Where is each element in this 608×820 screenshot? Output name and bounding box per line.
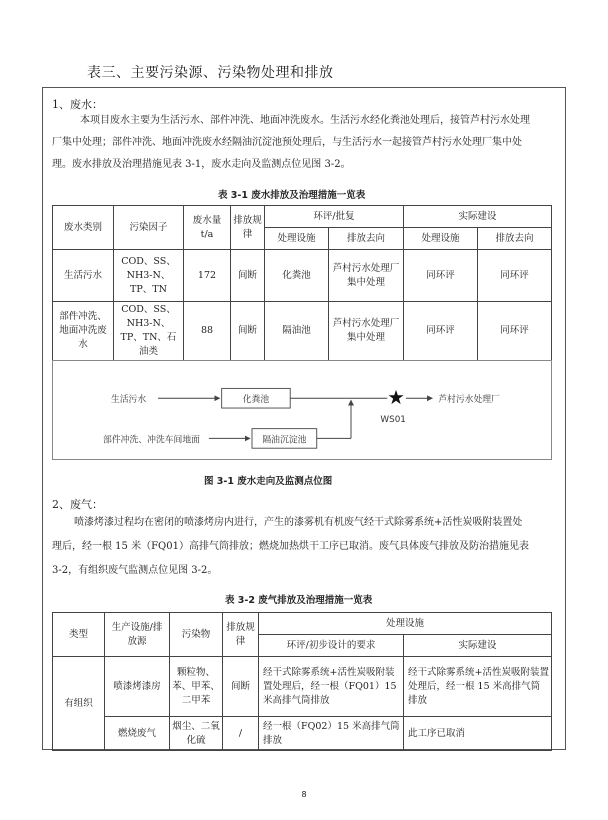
header-pollutant: 污染物	[170, 613, 223, 657]
gas-paragraph-line-1: 喷漆烤漆过程均在密闭的喷漆烤房内进行，产生的漆雾机有机废气经干式除雾系统+活性炭吸附装置处	[74, 517, 523, 528]
cell-eia-requirement: 经干式除雾系统+活性炭吸附装置处理后，经一根（FQ01）15 米高排气筒排放	[259, 657, 404, 717]
header-eia-destination: 排放去向	[329, 228, 404, 250]
cell-source: 喷漆烤漆房	[105, 657, 170, 717]
header-discharge-pattern: 排放规律	[231, 206, 265, 250]
cell-type: 生活污水	[53, 250, 114, 302]
cell-pattern: 间断	[231, 302, 265, 361]
water-paragraph-line-3: 理。废水排放及治理措施见表 3-1，废水走向及监测点位见图 3-2。	[52, 159, 351, 170]
septic-tank-label: 化粪池	[242, 395, 270, 406]
cell-pollutants: COD、SS、NH3-N、TP、TN	[114, 250, 184, 302]
header-eia-approval: 环评/批复	[265, 206, 404, 228]
flow-source-domestic: 生活污水	[110, 395, 147, 406]
table-row	[53, 657, 552, 717]
cell-facility: 化粪池	[265, 250, 329, 302]
header-actual-destination: 排放去向	[478, 228, 552, 250]
header-source: 生产设施/排放源	[105, 613, 170, 657]
table-row	[53, 302, 552, 361]
flow-source-washing: 部件冲洗、冲洗车间地面	[103, 435, 200, 446]
monitoring-point-star-icon: ★	[387, 386, 405, 410]
cell-amount: 88	[184, 302, 231, 361]
cell-facility: 隔油池	[265, 302, 329, 361]
cell-pattern: 间断	[223, 657, 259, 717]
header-eia-facility: 处理设施	[265, 228, 329, 250]
cell-actual-construction: 此工序已取消	[404, 717, 552, 751]
cell-type-organized: 有组织	[53, 657, 105, 751]
page-title: 表三、主要污染源、污染物处理和排放	[87, 65, 334, 81]
cell-pattern: /	[223, 717, 259, 751]
header-treatment-facility: 处理设施	[259, 613, 552, 635]
cell-actual-destination: 同环评	[478, 302, 552, 361]
cell-destination: 芦村污水处理厂集中处理	[329, 302, 404, 361]
header-pollutant-factor: 污染因子	[114, 206, 184, 250]
cell-eia-requirement: 经一根（FQ02）15 米高排气筒排放	[259, 717, 404, 751]
exhaust-gas-table	[52, 612, 552, 751]
cell-pollutants: COD、SS、NH3-N、TP、TN、石油类	[114, 302, 184, 361]
water-paragraph-line-1: 本项目废水主要为生活污水、部件冲洗、地面冲洗废水。生活污水经化粪池处理后，接管芦村污水处理	[80, 115, 530, 126]
monitoring-point-label: WS01	[380, 414, 406, 425]
cell-actual-construction: 经干式除雾系统+活性炭吸附装置处理后，经一根 15 米高排气筒排放	[404, 657, 552, 717]
water-paragraph-line-2: 厂集中处理；部件冲洗、地面冲洗废水经隔油沉淀池预处理后，与生活污水一起接管芦村污水处理厂集中处	[52, 137, 522, 148]
table-3-1-caption: 表 3-1 废水排放及治理措施一览表	[218, 190, 366, 201]
page-number: 8	[301, 790, 307, 799]
gas-paragraph-line-2: 理后，经一根 15 米（FQ01）高排气筒排放；燃烧加热烘干工序已取消。废气具体废气排放及防治措施见表	[52, 541, 529, 552]
header-discharge-pattern: 排放规律	[223, 613, 259, 657]
cell-pattern: 间断	[231, 250, 265, 302]
wastewater-flow-diagram	[52, 360, 552, 460]
figure-3-1-caption: 图 3-1 废水走向及监测点位图	[204, 476, 333, 487]
header-actual-construction: 实际建设	[404, 206, 552, 228]
header-actual-construction: 实际建设	[404, 635, 552, 657]
water-heading: 1、废水：	[52, 98, 103, 111]
cell-amount: 172	[184, 250, 231, 302]
header-actual-facility: 处理设施	[404, 228, 478, 250]
cell-destination: 芦村污水处理厂集中处理	[329, 250, 404, 302]
cell-actual-destination: 同环评	[478, 250, 552, 302]
wastewater-table	[52, 205, 552, 361]
table-row	[53, 717, 552, 751]
gas-paragraph-line-3: 3-2，有组织废气监测点位见图 3-2。	[52, 565, 218, 576]
cell-pollutants: 烟尘、二氧化硫	[170, 717, 223, 751]
oil-separation-tank-label: 隔油沉淀池	[262, 435, 307, 446]
table-3-2-caption: 表 3-2 废气排放及治理措施一览表	[225, 595, 373, 606]
header-type: 类型	[53, 613, 105, 657]
header-eia-requirement: 环评/初步设计的要求	[259, 635, 404, 657]
cell-pollutants: 颗粒物、苯、甲苯、二甲苯	[170, 657, 223, 717]
table-row	[53, 250, 552, 302]
header-wastewater-amount: 废水量 t/a	[184, 206, 231, 250]
cell-source: 燃烧废气	[105, 717, 170, 751]
cell-actual-facility: 同环评	[404, 250, 478, 302]
flow-destination: 芦村污水处理厂	[438, 395, 500, 406]
cell-actual-facility: 同环评	[404, 302, 478, 361]
gas-heading: 2、废气：	[52, 498, 103, 511]
header-wastewater-type: 废水类别	[53, 206, 114, 250]
cell-type: 部件冲洗、地面冲洗废水	[53, 302, 114, 361]
